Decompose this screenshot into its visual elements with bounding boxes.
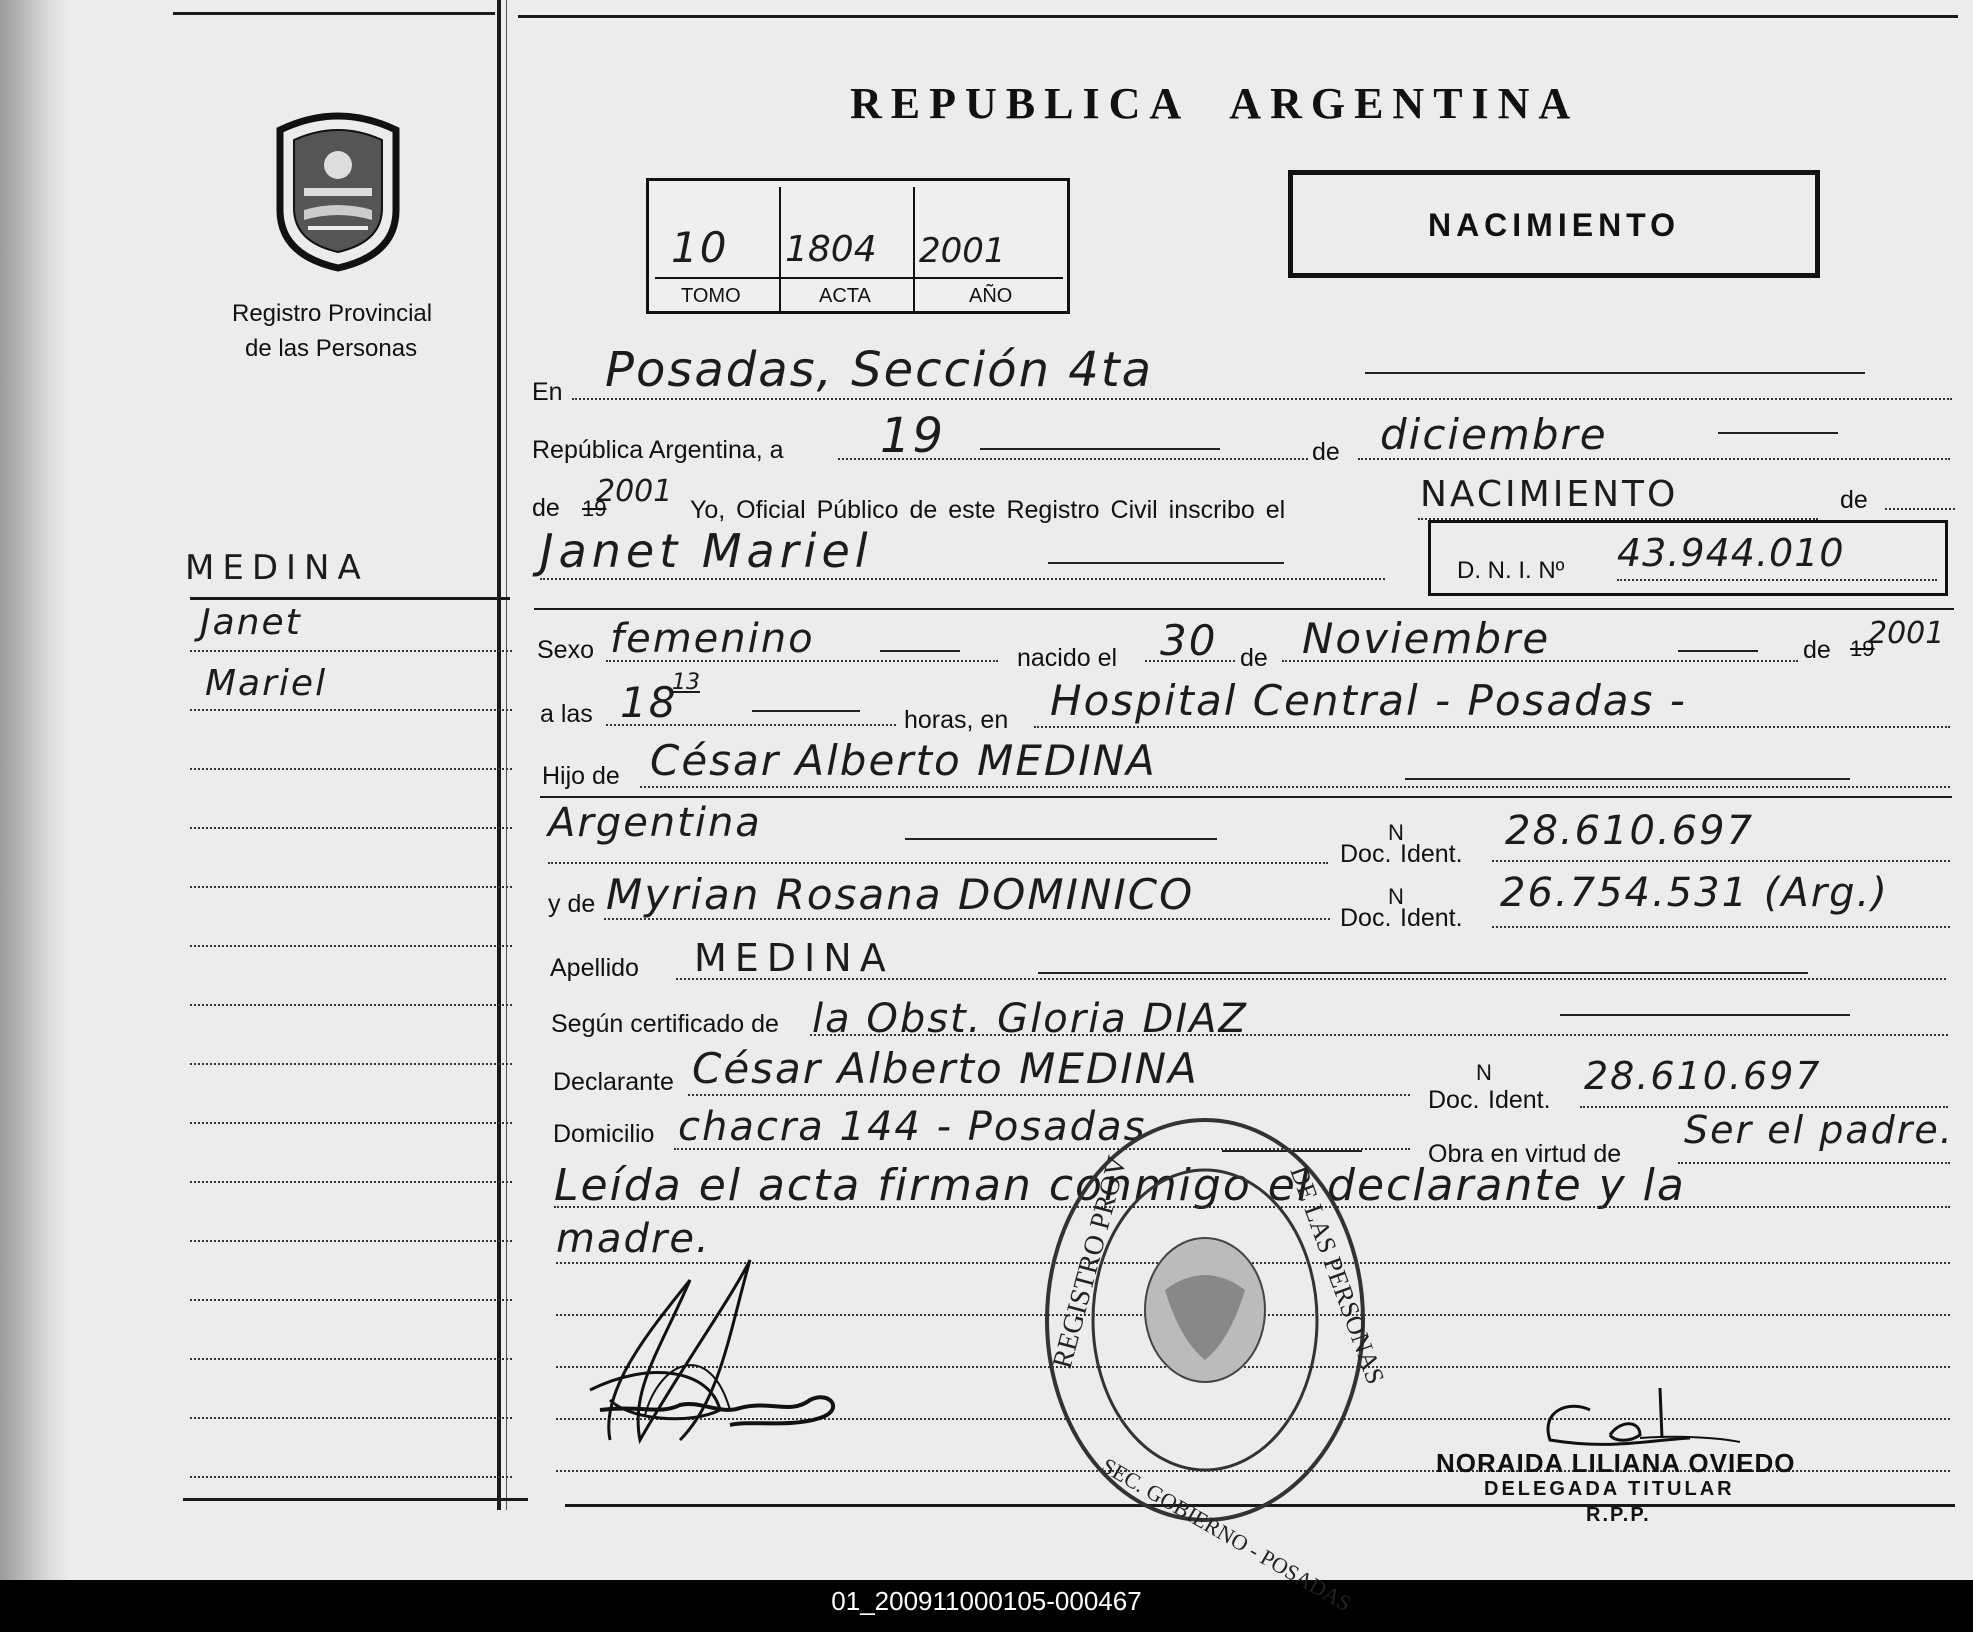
birth-hour: 18 [620,678,678,727]
closing-statement: Leída el acta firman conmigo el declarante y la [554,1160,1686,1211]
en-label: En [532,378,563,406]
margin-dotted-line [190,1181,512,1183]
domicilio-value: chacra 144 - Posadas [678,1104,1147,1150]
margin-dotted-line [190,709,512,711]
document-type: NACIMIENTO [1427,207,1681,243]
birth-year: 2001 [1868,616,1945,651]
mother-ident-label: Ident. [1400,904,1463,932]
province-seal-icon [268,110,408,270]
birth-year-struck: 19 [1850,636,1875,661]
republica-label: República Argentina, a [532,436,784,464]
yde-label: y de [548,890,596,918]
de3-label: de [1840,486,1868,514]
horas-label: horas, en [904,706,1009,734]
country-title: REPUBLICA ARGENTINA [850,79,1580,128]
margin-rule [190,597,510,600]
record-box [646,178,1070,314]
mother-name: Myrian Rosana DOMINICO [606,870,1195,919]
de4-label: de [1240,644,1268,672]
father-doc-n: N [1388,820,1404,845]
column-divider-thin [506,0,507,1510]
father-doc-number: 28.610.697 [1505,808,1755,854]
margin-dotted-line [190,1476,512,1478]
ano-label: AÑO [969,285,1013,307]
en-value: Posadas, Sección 4ta [605,342,1154,398]
declarante-doc-n: N [1476,1060,1492,1085]
declarante-name: César Alberto MEDINA [692,1044,1199,1093]
margin-dotted-line [190,1417,512,1419]
registration-statement: Yo, Oficial Público de este Registro Civil inscribo el [690,496,1286,524]
dni-label: D. N. I. Nº [1457,557,1565,584]
declarant-signature-icon [570,1240,880,1480]
margin-dotted-line [190,1240,512,1242]
official-org: R.P.P. [1586,1504,1651,1526]
dni-box [1428,520,1948,596]
month-value: diciembre [1380,410,1608,459]
sexo-value: femenino [610,616,815,662]
registry-stamp-icon [1040,1110,1391,1617]
tomo-value: 10 [671,223,729,272]
margin-dotted-line [190,650,512,652]
stamp-ring-left: REGISTRO PROV [1046,1152,1134,1372]
child-name: Janet Mariel [540,524,873,578]
mother-doc-label: Doc. [1340,904,1392,932]
birth-place: Hospital Central - Posadas - [1050,676,1687,725]
closing-statement-end: madre. [556,1216,711,1262]
de5-label: de [1803,636,1831,664]
obra-value: Ser el padre. [1684,1108,1954,1152]
declarante-doc-number: 28.610.697 [1584,1054,1822,1098]
image-caption: 01_200911000105-000467 [831,1586,1142,1616]
stamp-ring-bottom: SEC. GOBIERNO - POSADAS [1097,1452,1356,1617]
margin-second-name: Mariel [205,663,328,704]
certificate-issuer: la Obst. Gloria DIAZ [812,996,1248,1042]
official-title: DELEGADA TITULAR [1484,1478,1735,1500]
ano-value: 2001 [919,231,1006,271]
stamp-ring-right: DE LAS PERSONAS [1284,1162,1391,1388]
father-name: César Alberto MEDINA [650,736,1157,785]
margin-dotted-line [190,1358,512,1360]
act-type-value: NACIMIENTO [1420,474,1679,515]
apellido-value: MEDINA [694,936,894,980]
obra-label: Obra en virtud de [1428,1140,1622,1168]
document-type-box [1288,170,1820,278]
birth-day: 30 [1160,616,1218,665]
official-name: NORAIDA LILIANA OVIEDO [1436,1448,1796,1478]
declarante-doc-label: Doc. [1428,1086,1480,1114]
margin-dotted-line [190,768,512,770]
nacido-label: nacido el [1017,644,1118,672]
margin-dotted-line [190,1299,512,1301]
apellido-label: Apellido [550,954,639,982]
birth-minute: 13 [672,670,700,695]
alas-label: a las [540,700,593,728]
year-value: 2001 [596,474,673,509]
mother-doc-number: 26.754.531 (Arg.) [1500,870,1889,916]
margin-bottom-rule [183,1498,528,1501]
father-ident-label: Ident. [1400,840,1463,868]
margin-dotted-line [190,1004,512,1006]
hijo-label: Hijo de [542,762,620,790]
registry-name-line1: Registro Provincial [232,300,433,327]
birth-month: Noviembre [1302,614,1551,663]
mother-doc-n: N [1388,884,1404,909]
margin-first-name: Janet [200,602,302,643]
top-rule-right [518,15,1958,18]
tomo-label: TOMO [681,285,741,307]
sexo-label: Sexo [537,636,594,664]
registry-name-line2: de las Personas [245,335,418,362]
de-label: de [1312,438,1340,466]
margin-dotted-line [190,886,512,888]
declarante-ident-label: Ident. [1488,1086,1551,1114]
column-divider [497,0,501,1510]
father-section-rule [540,796,1952,798]
margin-dotted-line [190,827,512,829]
father-doc-label: Doc. [1340,840,1392,868]
dni-value: 43.944.010 [1617,531,1845,575]
margin-surname: MEDINA [185,548,369,588]
margin-dotted-line [190,1122,512,1124]
margin-dotted-line [190,1063,512,1065]
margin-dotted-line [190,945,512,947]
acta-label: ACTA [819,285,871,307]
de2-label: de [532,494,560,522]
acta-value: 1804 [785,229,877,270]
segun-label: Según certificado de [551,1010,779,1038]
father-nationality: Argentina [548,800,762,846]
declarante-label: Declarante [553,1068,674,1096]
name-section-rule [534,608,1954,610]
year-struck: 19 [582,496,607,521]
day-value: 19 [880,408,946,464]
domicilio-label: Domicilio [553,1120,655,1148]
top-rule-left [173,12,495,15]
